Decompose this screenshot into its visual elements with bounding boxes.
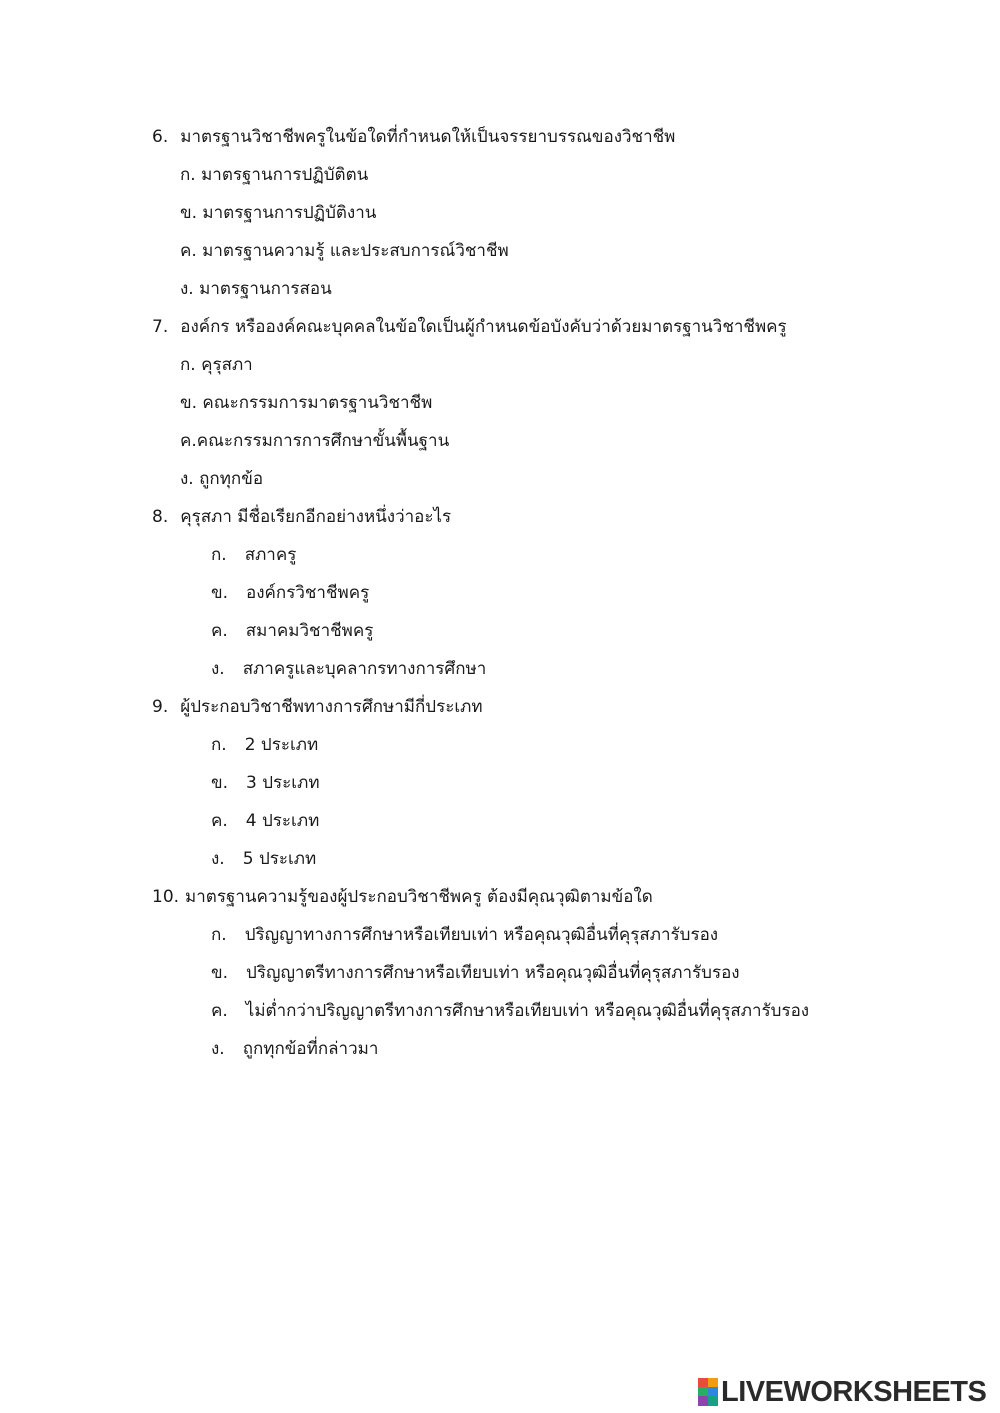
- option-8-d: [211, 657, 486, 681]
- option-text: องค์กรวิชาชีพครู: [246, 583, 370, 603]
- option-letter: ค.: [211, 1001, 228, 1021]
- question-text: คุรุสภา มีชื่อเรียกอีกอย่างหนึ่งว่าอะไร: [180, 507, 452, 527]
- option-letter: ก.: [211, 545, 227, 565]
- option-letter: ง.: [211, 1039, 225, 1059]
- option-9-a: [211, 733, 318, 757]
- question-8: [152, 505, 451, 529]
- option-10-c: [211, 999, 809, 1023]
- liveworksheets-logo-icon: [698, 1378, 718, 1406]
- option-letter: ก.: [211, 925, 227, 945]
- option-letter: ง.: [211, 659, 225, 679]
- option-text: สมาคมวิชาชีพครู: [245, 621, 374, 641]
- option-6-b: ข. มาตรฐานการปฏิบัติงาน: [180, 203, 377, 223]
- option-9-d: [211, 847, 316, 871]
- question-text: มาตรฐานความรู้ของผู้ประกอบวิชาชีพครู ต้องมีคุณวุฒิตามข้อใด: [185, 887, 653, 907]
- logo-cell-3: [698, 1387, 708, 1396]
- option-10-d: [211, 1037, 378, 1061]
- option-text: 3 ประเภท: [246, 773, 320, 793]
- option-letter: ข.: [211, 583, 229, 603]
- option-9-b: [211, 771, 320, 795]
- logo-cell-4: [708, 1387, 718, 1396]
- option-9-c: [211, 809, 319, 833]
- question-number: 6.: [152, 127, 169, 147]
- option-text: ถูกทุกข้อที่กล่าวมา: [242, 1039, 379, 1059]
- option-letter: ก.: [211, 735, 227, 755]
- option-7-c: ค.คณะกรรมการการศึกษาขั้นพื้นฐาน: [180, 431, 450, 451]
- option-letter: ง.: [211, 849, 225, 869]
- option-text: 4 ประเภท: [245, 811, 320, 831]
- option-letter: ข.: [211, 773, 229, 793]
- option-10-b: [211, 961, 740, 985]
- logo-cell-6: [708, 1396, 718, 1406]
- option-letter: ค.: [211, 621, 228, 641]
- question-number: 8.: [152, 507, 169, 527]
- question-6: [152, 125, 675, 149]
- liveworksheets-logo: [698, 1377, 986, 1407]
- option-10-a: [211, 923, 718, 947]
- question-text: องค์กร หรือองค์คณะบุคคลในข้อใดเป็นผู้กำหนดข้อบังคับว่าด้วยมาตรฐานวิชาชีพครู: [180, 317, 787, 337]
- logo-cell-5: [698, 1396, 708, 1406]
- option-6-c: ค. มาตรฐานความรู้ และประสบการณ์วิชาชีพ: [180, 241, 509, 261]
- option-7-a: ก. คุรุสภา: [180, 355, 253, 375]
- option-letter: ค.: [211, 811, 228, 831]
- option-8-b: [211, 581, 369, 605]
- question-number: 7.: [152, 317, 169, 337]
- question-10: [152, 885, 653, 909]
- option-8-a: [211, 543, 296, 567]
- option-text: 2 ประเภท: [244, 735, 319, 755]
- option-6-a: ก. มาตรฐานการปฏิบัติตน: [180, 165, 369, 185]
- question-text: ผู้ประกอบวิชาชีพทางการศึกษามีกี่ประเภท: [180, 697, 483, 717]
- logo-cell-1: [698, 1378, 708, 1387]
- option-text: ไม่ต่ำกว่าปริญญาตรีทางการศึกษาหรือเทียบเท่า หรือคุณวุฒิอื่นที่คุรุสภารับรอง: [245, 1001, 810, 1021]
- option-text: 5 ประเภท: [242, 849, 317, 869]
- question-text: มาตรฐานวิชาชีพครูในข้อใดที่กำหนดให้เป็นจรรยาบรรณของวิชาชีพ: [180, 127, 676, 147]
- option-8-c: [211, 619, 373, 643]
- question-number: 9.: [152, 697, 169, 717]
- option-6-d: ง. มาตรฐานการสอน: [180, 279, 332, 299]
- question-7: [152, 315, 787, 339]
- question-9: [152, 695, 483, 719]
- option-text: สภาครู: [244, 545, 297, 565]
- logo-text: LIVEWORKSHEETS: [721, 1376, 987, 1408]
- logo-cell-2: [708, 1378, 718, 1387]
- option-7-d: ง. ถูกทุกข้อ: [180, 469, 264, 489]
- question-number: 10.: [152, 887, 180, 907]
- option-text: ปริญญาทางการศึกษาหรือเทียบเท่า หรือคุณวุฒิอื่นที่คุรุสภารับรอง: [244, 925, 719, 945]
- option-letter: ข.: [211, 963, 229, 983]
- option-7-b: ข. คณะกรรมการมาตรฐานวิชาชีพ: [180, 393, 433, 413]
- option-text: สภาครูและบุคลากรทางการศึกษา: [242, 659, 487, 679]
- option-text: ปริญญาตรีทางการศึกษาหรือเทียบเท่า หรือคุณวุฒิอื่นที่คุรุสภารับรอง: [246, 963, 740, 983]
